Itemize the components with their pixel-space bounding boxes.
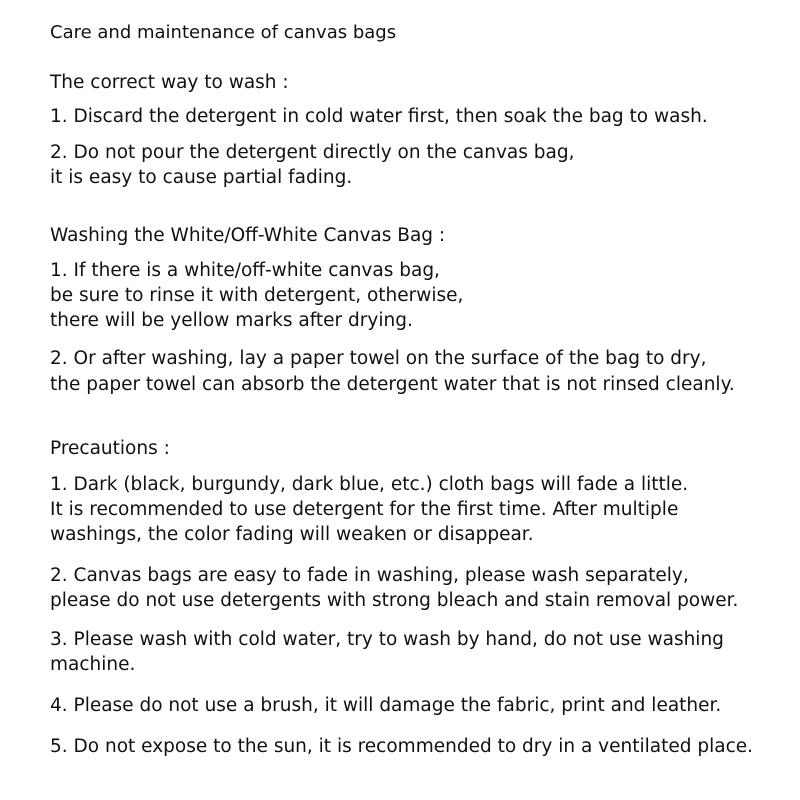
document-title: Care and maintenance of canvas bags	[50, 22, 397, 43]
white-bag-item-2-line-2: the paper towel can absorb the detergent water that is not rinsed cleanly.	[50, 374, 735, 395]
precaution-item-3-line-2: machine.	[50, 654, 136, 675]
precaution-item-1-line-2: It is recommended to use detergent for the first time. After multiple	[50, 499, 679, 520]
white-bag-item-1-line-1: 1. If there is a white/off-white canvas bag,	[50, 260, 440, 281]
white-bag-item-1-line-2: be sure to rinse it with detergent, otherwise,	[50, 285, 464, 306]
section-heading-washing: The correct way to wash :	[50, 72, 289, 93]
white-bag-item-2-line-1: 2. Or after washing, lay a paper towel on the surface of the bag to dry,	[50, 348, 707, 369]
precaution-item-3-line-1: 3. Please wash with cold water, try to wash by hand, do not use washing	[50, 629, 724, 650]
washing-item-2-line-2: it is easy to cause partial fading.	[50, 167, 353, 188]
precaution-item-2-line-2: please do not use detergents with strong bleach and stain removal power.	[50, 590, 739, 611]
precaution-item-5-line-1: 5. Do not expose to the sun, it is recommended to dry in a ventilated place.	[50, 736, 753, 757]
precaution-item-1-line-3: washings, the color fading will weaken or disappear.	[50, 524, 534, 545]
white-bag-item-1-line-3: there will be yellow marks after drying.	[50, 310, 413, 331]
washing-item-1-line-1: 1. Discard the detergent in cold water first, then soak the bag to wash.	[50, 106, 708, 127]
precaution-item-2-line-1: 2. Canvas bags are easy to fade in washing, please wash separately,	[50, 565, 689, 586]
washing-item-2-line-1: 2. Do not pour the detergent directly on the canvas bag,	[50, 142, 575, 163]
precaution-item-1-line-1: 1. Dark (black, burgundy, dark blue, etc.) cloth bags will fade a little.	[50, 474, 689, 495]
section-heading-white-bag: Washing the White/Off-White Canvas Bag :	[50, 225, 446, 246]
section-heading-precautions: Precautions :	[50, 438, 170, 459]
precaution-item-4-line-1: 4. Please do not use a brush, it will damage the fabric, print and leather.	[50, 695, 722, 716]
